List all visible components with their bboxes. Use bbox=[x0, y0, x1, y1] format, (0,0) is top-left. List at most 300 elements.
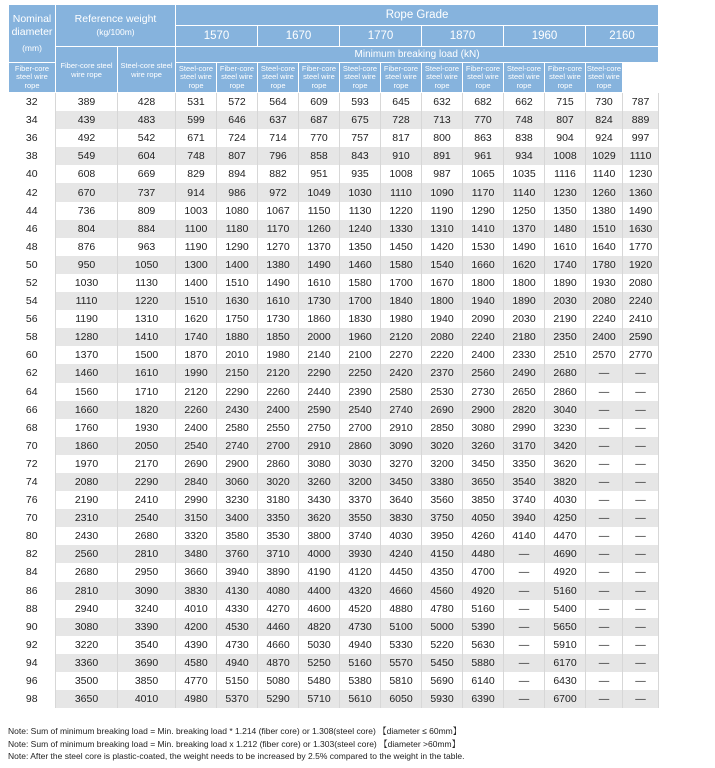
load-cell: 924 bbox=[586, 129, 623, 147]
load-cell: 757 bbox=[340, 129, 381, 147]
table-row bbox=[9, 582, 659, 600]
load-cell: 715 bbox=[545, 93, 586, 112]
load-cell: 2590 bbox=[299, 401, 340, 419]
load-cell: 1630 bbox=[217, 292, 258, 310]
load-cell: 2260 bbox=[258, 383, 299, 401]
table-row bbox=[9, 220, 659, 238]
load-cell: 2220 bbox=[422, 346, 463, 364]
notes-section bbox=[8, 725, 708, 763]
load-cell: — bbox=[623, 690, 659, 708]
load-cell: 2120 bbox=[258, 364, 299, 382]
weight-cell: 1820 bbox=[118, 401, 176, 419]
load-cell: 1490 bbox=[258, 274, 299, 292]
load-cell: 1116 bbox=[545, 165, 586, 183]
load-cell: 3400 bbox=[217, 509, 258, 527]
load-cell: 1620 bbox=[504, 256, 545, 274]
load-steel-core-header: Steel-core steel wire rope bbox=[176, 63, 217, 93]
load-cell: — bbox=[586, 383, 623, 401]
load-fiber-core-header: Fiber-core steel wire rope bbox=[381, 63, 422, 93]
load-cell: 1730 bbox=[258, 310, 299, 328]
load-cell: 3940 bbox=[504, 509, 545, 527]
load-cell: 3650 bbox=[463, 473, 504, 491]
load-cell: 4030 bbox=[381, 527, 422, 545]
load-cell: 5390 bbox=[463, 618, 504, 636]
load-cell: 4920 bbox=[463, 582, 504, 600]
load-cell: 1420 bbox=[422, 238, 463, 256]
load-cell: — bbox=[623, 455, 659, 473]
load-cell: — bbox=[586, 582, 623, 600]
table-row bbox=[9, 310, 659, 328]
load-cell: 4140 bbox=[504, 527, 545, 545]
load-cell: 4270 bbox=[258, 600, 299, 618]
weight-cell: 1220 bbox=[118, 292, 176, 310]
load-cell: 728 bbox=[381, 111, 422, 129]
table-row bbox=[9, 346, 659, 364]
load-cell: 3090 bbox=[381, 437, 422, 455]
load-cell: 3930 bbox=[340, 545, 381, 563]
table-row bbox=[9, 364, 659, 382]
nominal-diameter-label: Nominal diameter bbox=[11, 12, 53, 38]
reference-weight-header bbox=[56, 5, 176, 47]
load-cell: 787 bbox=[623, 93, 659, 112]
table-row bbox=[9, 256, 659, 274]
load-cell: 1450 bbox=[381, 238, 422, 256]
weight-cell: 492 bbox=[56, 129, 118, 147]
load-cell: 1110 bbox=[623, 147, 659, 165]
load-cell: 1610 bbox=[545, 238, 586, 256]
load-cell: 4350 bbox=[422, 563, 463, 581]
load-cell: 3230 bbox=[217, 491, 258, 509]
load-cell: 2290 bbox=[299, 364, 340, 382]
diameter-cell: 90 bbox=[9, 618, 56, 636]
load-cell: 1510 bbox=[176, 292, 217, 310]
weight-cell: 3240 bbox=[118, 600, 176, 618]
load-cell: 1740 bbox=[545, 256, 586, 274]
load-cell: — bbox=[623, 491, 659, 509]
table-row bbox=[9, 455, 659, 473]
load-cell: 3260 bbox=[299, 473, 340, 491]
load-cell: 2150 bbox=[217, 364, 258, 382]
min-breaking-load-header: Minimum breaking load (kN) bbox=[176, 47, 659, 63]
weight-cell: 876 bbox=[56, 238, 118, 256]
table-row bbox=[9, 636, 659, 654]
load-cell: 2560 bbox=[463, 364, 504, 382]
load-cell: 2260 bbox=[176, 401, 217, 419]
load-cell: 6050 bbox=[381, 690, 422, 708]
load-cell: 1800 bbox=[504, 274, 545, 292]
load-cell: 2250 bbox=[340, 364, 381, 382]
load-cell: 1780 bbox=[586, 256, 623, 274]
load-cell: 1100 bbox=[176, 220, 217, 238]
load-cell: 4390 bbox=[176, 636, 217, 654]
load-cell: — bbox=[504, 654, 545, 672]
load-cell: 1290 bbox=[463, 202, 504, 220]
weight-cell: 3220 bbox=[56, 636, 118, 654]
diameter-cell: 60 bbox=[9, 346, 56, 364]
load-cell: — bbox=[623, 473, 659, 491]
load-cell: 4130 bbox=[217, 582, 258, 600]
load-cell: 4980 bbox=[176, 690, 217, 708]
load-cell: 4260 bbox=[463, 527, 504, 545]
load-cell: 891 bbox=[422, 147, 463, 165]
load-cell: 1700 bbox=[340, 292, 381, 310]
load-cell: 3760 bbox=[217, 545, 258, 563]
load-cell: 910 bbox=[381, 147, 422, 165]
weight-cell: 737 bbox=[118, 183, 176, 201]
load-cell: 3420 bbox=[545, 437, 586, 455]
load-cell: 1330 bbox=[381, 220, 422, 238]
load-cell: 5290 bbox=[258, 690, 299, 708]
load-cell: 5160 bbox=[545, 582, 586, 600]
load-cell: 2580 bbox=[381, 383, 422, 401]
load-cell: 3260 bbox=[463, 437, 504, 455]
load-cell: 2740 bbox=[217, 437, 258, 455]
load-cell: 730 bbox=[586, 93, 623, 112]
weight-cell: 950 bbox=[56, 256, 118, 274]
load-cell: 3820 bbox=[545, 473, 586, 491]
load-cell: 2850 bbox=[422, 419, 463, 437]
load-cell: 1490 bbox=[299, 256, 340, 274]
load-cell: 4400 bbox=[299, 582, 340, 600]
load-cell: — bbox=[586, 563, 623, 581]
load-fiber-core-header: Fiber-core steel wire rope bbox=[463, 63, 504, 93]
load-cell: 564 bbox=[258, 93, 299, 112]
rope-grade-header: Rope Grade bbox=[176, 5, 659, 26]
load-cell: 2910 bbox=[381, 419, 422, 437]
load-cell: 2530 bbox=[422, 383, 463, 401]
load-cell: 961 bbox=[463, 147, 504, 165]
load-cell: 5630 bbox=[463, 636, 504, 654]
load-cell: 4770 bbox=[176, 672, 217, 690]
load-cell: 1830 bbox=[340, 310, 381, 328]
weight-cell: 3500 bbox=[56, 672, 118, 690]
load-cell: 4780 bbox=[422, 600, 463, 618]
diameter-cell: 82 bbox=[9, 545, 56, 563]
load-cell: 3380 bbox=[422, 473, 463, 491]
load-fiber-core-header: Fiber-core steel wire rope bbox=[9, 63, 56, 93]
load-cell: — bbox=[623, 364, 659, 382]
load-cell: 1290 bbox=[217, 238, 258, 256]
load-cell: 1140 bbox=[586, 165, 623, 183]
weight-cell: 1370 bbox=[56, 346, 118, 364]
load-cell: 2490 bbox=[504, 364, 545, 382]
load-cell: 807 bbox=[545, 111, 586, 129]
load-cell: 1110 bbox=[381, 183, 422, 201]
note-line: Note: Sum of minimum breaking load = Min. breaking load * 1.214 (fiber core) or 1.308(steel core) 【diameter ≤ 60mm】 bbox=[8, 726, 462, 736]
load-cell: — bbox=[623, 419, 659, 437]
load-cell: 2080 bbox=[586, 292, 623, 310]
grade-header: 1570 bbox=[176, 26, 258, 47]
load-cell: — bbox=[586, 618, 623, 636]
load-cell: 1640 bbox=[586, 238, 623, 256]
weight-cell: 1190 bbox=[56, 310, 118, 328]
load-cell: 2350 bbox=[545, 328, 586, 346]
load-cell: 2860 bbox=[545, 383, 586, 401]
load-fiber-core-header: Fiber-core steel wire rope bbox=[217, 63, 258, 93]
load-cell: 2400 bbox=[586, 328, 623, 346]
load-cell: — bbox=[586, 527, 623, 545]
load-cell: 5930 bbox=[422, 690, 463, 708]
note-line: Note: After the steel core is plastic-coated, the weight needs to be increased by 2.5% compared to the weight in the table. bbox=[8, 751, 465, 761]
load-cell: 5370 bbox=[217, 690, 258, 708]
weight-cell: 3080 bbox=[56, 618, 118, 636]
diameter-cell: 34 bbox=[9, 111, 56, 129]
load-cell: 671 bbox=[176, 129, 217, 147]
load-cell: 1230 bbox=[545, 183, 586, 201]
load-cell: 4330 bbox=[217, 600, 258, 618]
load-cell: 2270 bbox=[381, 346, 422, 364]
load-cell: 4450 bbox=[381, 563, 422, 581]
load-cell: 4470 bbox=[545, 527, 586, 545]
load-cell: 987 bbox=[422, 165, 463, 183]
load-cell: 3740 bbox=[340, 527, 381, 545]
weight-cell: 608 bbox=[56, 165, 118, 183]
load-steel-core-header: Steel-core steel wire rope bbox=[340, 63, 381, 93]
weight-cell: 1310 bbox=[118, 310, 176, 328]
load-cell: 5160 bbox=[340, 654, 381, 672]
load-cell: 4870 bbox=[258, 654, 299, 672]
load-cell: 2120 bbox=[381, 328, 422, 346]
diameter-cell: 50 bbox=[9, 256, 56, 274]
diameter-cell: 92 bbox=[9, 636, 56, 654]
table-row bbox=[9, 165, 659, 183]
load-cell: 4520 bbox=[340, 600, 381, 618]
diameter-cell: 38 bbox=[9, 147, 56, 165]
load-cell: 2330 bbox=[504, 346, 545, 364]
load-cell: 3350 bbox=[258, 509, 299, 527]
load-cell: 1960 bbox=[340, 328, 381, 346]
load-cell: 4120 bbox=[340, 563, 381, 581]
load-cell: 3620 bbox=[545, 455, 586, 473]
load-cell: 3850 bbox=[463, 491, 504, 509]
weight-cell: 1460 bbox=[56, 364, 118, 382]
nominal-diameter-header bbox=[9, 5, 56, 63]
weight-cell: 2310 bbox=[56, 509, 118, 527]
load-cell: 3710 bbox=[258, 545, 299, 563]
load-cell: 3180 bbox=[258, 491, 299, 509]
load-cell: 3530 bbox=[258, 527, 299, 545]
load-cell: 5400 bbox=[545, 600, 586, 618]
load-cell: 2240 bbox=[586, 310, 623, 328]
table-row bbox=[9, 545, 659, 563]
load-cell: 1870 bbox=[176, 346, 217, 364]
diameter-cell: 96 bbox=[9, 672, 56, 690]
load-cell: 662 bbox=[504, 93, 545, 112]
load-cell: 1880 bbox=[217, 328, 258, 346]
load-cell: 986 bbox=[217, 183, 258, 201]
load-cell: 1490 bbox=[504, 238, 545, 256]
table-row bbox=[9, 437, 659, 455]
load-cell: 1980 bbox=[381, 310, 422, 328]
table-row bbox=[9, 563, 659, 581]
table-row bbox=[9, 202, 659, 220]
load-cell: 2550 bbox=[258, 419, 299, 437]
load-cell: 3750 bbox=[422, 509, 463, 527]
diameter-cell: 86 bbox=[9, 582, 56, 600]
table-row bbox=[9, 419, 659, 437]
table-row bbox=[9, 527, 659, 545]
load-cell: 713 bbox=[422, 111, 463, 129]
load-cell: 5380 bbox=[340, 672, 381, 690]
weight-cell: 604 bbox=[118, 147, 176, 165]
load-cell: 1350 bbox=[545, 202, 586, 220]
load-cell: 1580 bbox=[340, 274, 381, 292]
load-cell: 2820 bbox=[504, 401, 545, 419]
table-row bbox=[9, 401, 659, 419]
table-row bbox=[9, 129, 659, 147]
weight-cell: 3090 bbox=[118, 582, 176, 600]
load-fiber-core-header: Fiber-core steel wire rope bbox=[299, 63, 340, 93]
load-cell: 2030 bbox=[504, 310, 545, 328]
load-steel-core-header: Steel-core steel wire rope bbox=[504, 63, 545, 93]
load-cell: 3040 bbox=[545, 401, 586, 419]
load-cell: 6430 bbox=[545, 672, 586, 690]
load-cell: 3560 bbox=[422, 491, 463, 509]
load-cell: 3800 bbox=[299, 527, 340, 545]
diameter-cell: 54 bbox=[9, 292, 56, 310]
load-cell: 3830 bbox=[381, 509, 422, 527]
diameter-cell: 66 bbox=[9, 401, 56, 419]
load-cell: 2540 bbox=[340, 401, 381, 419]
load-cell: 4460 bbox=[258, 618, 299, 636]
load-cell: 5030 bbox=[299, 636, 340, 654]
load-cell: 3080 bbox=[299, 455, 340, 473]
load-cell: 637 bbox=[258, 111, 299, 129]
load-cell: — bbox=[623, 437, 659, 455]
load-cell: 5480 bbox=[299, 672, 340, 690]
load-steel-core-header: Steel-core steel wire rope bbox=[586, 63, 623, 93]
load-cell: 3230 bbox=[545, 419, 586, 437]
load-cell: — bbox=[623, 545, 659, 563]
table-row bbox=[9, 618, 659, 636]
load-cell: 6390 bbox=[463, 690, 504, 708]
load-cell: — bbox=[623, 636, 659, 654]
load-cell: 4600 bbox=[299, 600, 340, 618]
weight-cell: 2430 bbox=[56, 527, 118, 545]
load-cell: 2990 bbox=[504, 419, 545, 437]
load-cell: 3170 bbox=[504, 437, 545, 455]
load-cell: 1740 bbox=[176, 328, 217, 346]
table-row bbox=[9, 93, 659, 112]
diameter-cell: 98 bbox=[9, 690, 56, 708]
weight-cell: 2680 bbox=[118, 527, 176, 545]
load-cell: 1620 bbox=[176, 310, 217, 328]
load-cell: 2430 bbox=[217, 401, 258, 419]
load-cell: 2700 bbox=[258, 437, 299, 455]
load-cell: — bbox=[586, 419, 623, 437]
load-cell: 1065 bbox=[463, 165, 504, 183]
load-cell: 4050 bbox=[463, 509, 504, 527]
load-cell: 2420 bbox=[381, 364, 422, 382]
load-cell: 2400 bbox=[258, 401, 299, 419]
diameter-cell: 68 bbox=[9, 419, 56, 437]
weight-cell: 2540 bbox=[118, 509, 176, 527]
load-cell: 1150 bbox=[299, 202, 340, 220]
load-cell: 2510 bbox=[545, 346, 586, 364]
load-cell: — bbox=[586, 437, 623, 455]
load-cell: 5330 bbox=[381, 636, 422, 654]
weight-cell: 2680 bbox=[56, 563, 118, 581]
load-cell: 1930 bbox=[586, 274, 623, 292]
load-cell: 1090 bbox=[422, 183, 463, 201]
load-cell: 1170 bbox=[258, 220, 299, 238]
load-cell: 2900 bbox=[463, 401, 504, 419]
load-cell: 796 bbox=[258, 147, 299, 165]
weight-unit-label: (kg/100m) bbox=[96, 26, 135, 37]
load-cell: 1008 bbox=[381, 165, 422, 183]
load-cell: 1700 bbox=[381, 274, 422, 292]
load-cell: 5080 bbox=[258, 672, 299, 690]
load-cell: — bbox=[504, 600, 545, 618]
load-cell: 1850 bbox=[258, 328, 299, 346]
load-cell: — bbox=[623, 509, 659, 527]
weight-cell: 804 bbox=[56, 220, 118, 238]
table-row bbox=[9, 183, 659, 201]
load-cell: — bbox=[623, 582, 659, 600]
load-cell: 4200 bbox=[176, 618, 217, 636]
weight-cell: 736 bbox=[56, 202, 118, 220]
load-cell: 531 bbox=[176, 93, 217, 112]
load-cell: 934 bbox=[504, 147, 545, 165]
weight-cell: 884 bbox=[118, 220, 176, 238]
diameter-cell: 36 bbox=[9, 129, 56, 147]
load-cell: — bbox=[586, 473, 623, 491]
weight-cell: 2810 bbox=[118, 545, 176, 563]
load-cell: 3450 bbox=[463, 455, 504, 473]
load-cell: 1800 bbox=[463, 274, 504, 292]
load-cell: 4730 bbox=[217, 636, 258, 654]
load-cell: 2410 bbox=[623, 310, 659, 328]
load-cell: 1230 bbox=[623, 165, 659, 183]
load-cell: 2910 bbox=[299, 437, 340, 455]
load-cell: 4150 bbox=[422, 545, 463, 563]
load-cell: — bbox=[504, 563, 545, 581]
load-cell: 1008 bbox=[545, 147, 586, 165]
load-cell: 5880 bbox=[463, 654, 504, 672]
load-cell: 1400 bbox=[176, 274, 217, 292]
load-cell: 800 bbox=[422, 129, 463, 147]
load-cell: 2190 bbox=[545, 310, 586, 328]
load-cell: 904 bbox=[545, 129, 586, 147]
load-cell: — bbox=[623, 527, 659, 545]
load-cell: 1400 bbox=[217, 256, 258, 274]
weight-cell: 2810 bbox=[56, 582, 118, 600]
load-cell: 1940 bbox=[463, 292, 504, 310]
load-cell: 572 bbox=[217, 93, 258, 112]
weight-cell: 2940 bbox=[56, 600, 118, 618]
weight-cell: 1860 bbox=[56, 437, 118, 455]
diameter-cell: 44 bbox=[9, 202, 56, 220]
load-cell: 3550 bbox=[340, 509, 381, 527]
load-cell: 2730 bbox=[463, 383, 504, 401]
load-cell: 1140 bbox=[504, 183, 545, 201]
load-cell: 1730 bbox=[299, 292, 340, 310]
table-row bbox=[9, 111, 659, 129]
load-cell: 2400 bbox=[463, 346, 504, 364]
load-cell: 2400 bbox=[176, 419, 217, 437]
load-cell: 1750 bbox=[217, 310, 258, 328]
load-cell: 2090 bbox=[463, 310, 504, 328]
load-steel-core-header: Steel-core steel wire rope bbox=[422, 63, 463, 93]
load-cell: 2370 bbox=[422, 364, 463, 382]
load-cell: 4940 bbox=[217, 654, 258, 672]
load-cell: — bbox=[623, 618, 659, 636]
load-cell: 4030 bbox=[545, 491, 586, 509]
load-cell: 2700 bbox=[340, 419, 381, 437]
load-cell: 3830 bbox=[176, 582, 217, 600]
load-cell: 1540 bbox=[422, 256, 463, 274]
table-body bbox=[9, 93, 659, 709]
